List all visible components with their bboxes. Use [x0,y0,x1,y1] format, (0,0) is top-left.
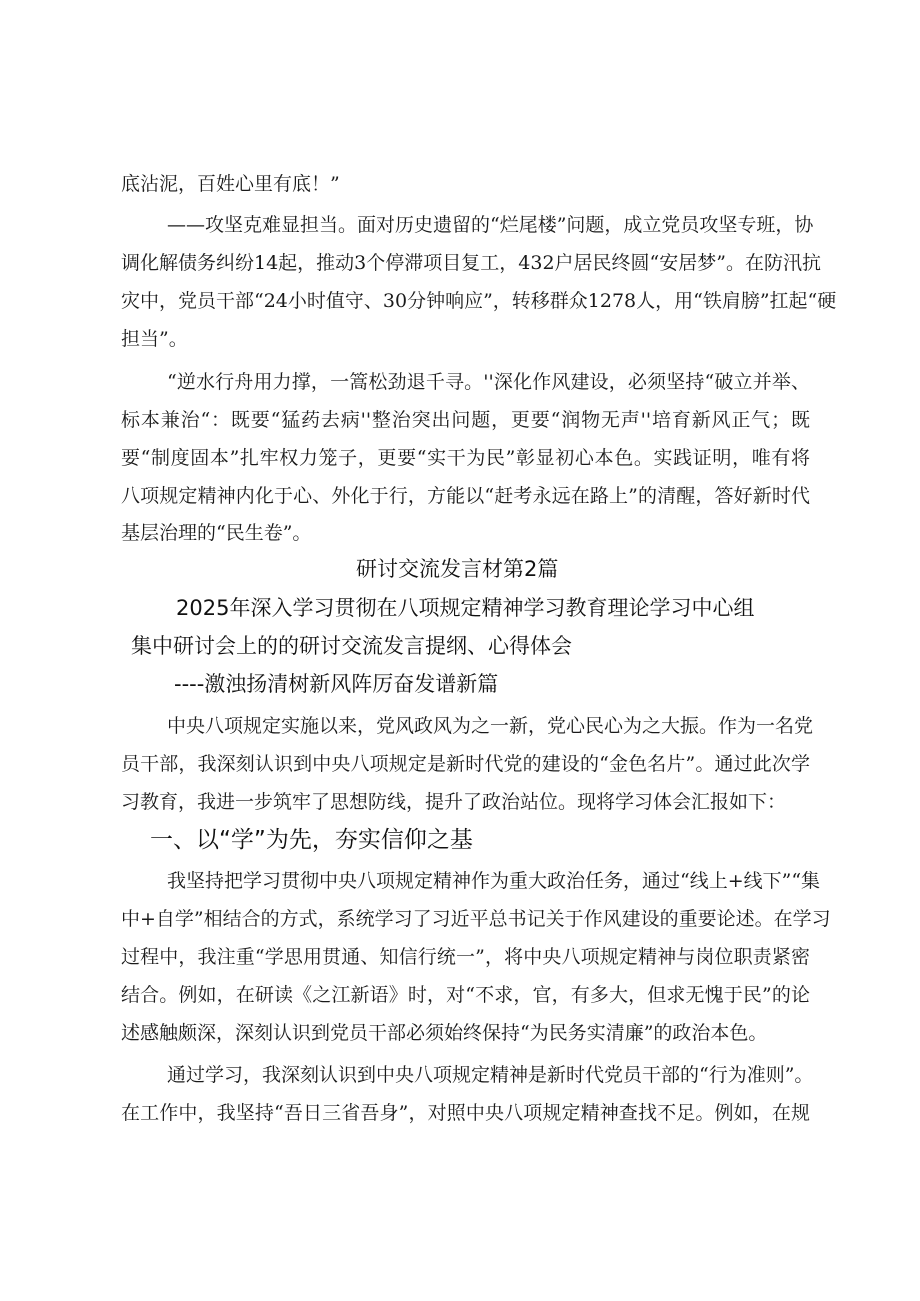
paragraph-line: 过程中，我注重“学思用贯通、知信行统一”，将中央八项规定精神与岗位职责紧密 [121,946,810,968]
article-title-line-1: 2025年深入学习贯彻在八项规定精神学习教育理论学习中心组 [176,596,755,620]
article-subtitle: ----激浊扬清树新风阵厉奋发谱新篇 [174,672,499,696]
paragraph-line: 灾中，党员干部“24小时值守、30分钟响应”，转移群众1278人，用“铁肩膀”扛起“硬 [121,290,837,312]
paragraph-line: 八项规定精神内化于心、外化于行，方能以“赶考永远在路上”的清醒，答好新时代 [121,485,810,507]
paragraph-line: 担当”。 [121,328,188,350]
paragraph-line: 中+自学”相结合的方式，系统学习了习近平总书记关于作风建设的重要论述。在学习 [121,908,831,930]
paragraph-line: 标本兼治“：既要“猛药去病''整治突出问题，更要“润物无声''培育新风正气；既 [121,409,810,431]
article-label: 研讨交流发言材第2篇 [356,557,559,581]
paragraph-line: 员干部，我深刻认识到中央八项规定是新时代党的建设的“金色名片”。通过此次学 [121,753,810,775]
article-title-line-2: 集中研讨会上的的研讨交流发言提纲、心得体会 [131,634,572,658]
paragraph-line: 结合。例如，在研读《之江新语》时，对“不求，官，有多大，但求无愧于民”的论 [121,984,810,1006]
paragraph-line: 述感触颇深，深刻认识到党员干部必须始终保持“为民务实清廉”的政治本色。 [121,1022,768,1044]
paragraph-line: 底沾泥，百姓心里有底！” [121,173,340,195]
paragraph-line: 调化解债务纠纷14起，推动3个停滞项目复工，432户居民终圆“安居梦”。在防汛抗 [121,252,821,274]
paragraph-line: 通过学习，我深刻认识到中央八项规定精神是新时代党员干部的“行为准则”。 [167,1064,814,1086]
paragraph-line: 在工作中，我坚持“吾日三省吾身”，对照中央八项规定精神查找不足。例如，在规 [121,1102,810,1124]
paragraph-line: 中央八项规定实施以来，党风政风为之一新，党心民心为之大振。作为一名党 [167,715,814,737]
section-heading: 一、以“学”为先，夯实信仰之基 [150,827,473,853]
paragraph-line: ——攻坚克难显担当。面对历史遗留的“烂尾楼”问题，成立党员攻坚专班，协 [167,214,814,236]
paragraph-line: “逆水行舟用力撑，一篙松劲退千寻。''深化作风建设，必须坚持“破立并举、 [167,371,810,393]
paragraph-line: 基层治理的“民生卷”。 [121,522,312,544]
paragraph-line: 我坚持把学习贯彻中央八项规定精神作为重大政治任务，通过“线上+线下”“集 [167,870,821,892]
paragraph-line: 要“制度固本”扎牢权力笼子，更要“实干为民”彰显初心本色。实践证明，唯有将 [121,447,810,469]
paragraph-line: 习教育，我进一步筑牢了思想防线，提升了政治站位。现将学习体会汇报如下： [121,791,787,813]
